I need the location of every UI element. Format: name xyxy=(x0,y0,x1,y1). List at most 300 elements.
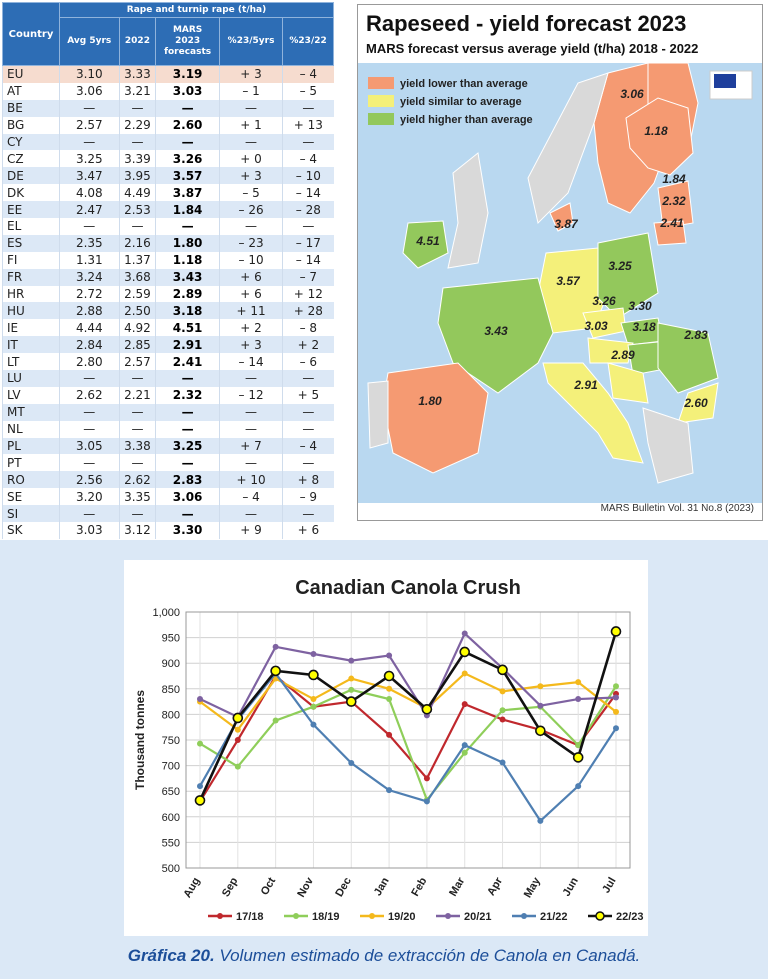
table-cell: 2.41 xyxy=(156,353,220,370)
map-value-label: 4.51 xyxy=(416,234,440,248)
data-point xyxy=(273,644,279,650)
table-row xyxy=(3,471,334,488)
table-row xyxy=(3,150,334,167)
table-cell: + 0 xyxy=(219,150,282,167)
table-cell: — xyxy=(219,370,282,387)
table-cell: 2.57 xyxy=(60,117,120,134)
table-cell: — xyxy=(156,370,220,387)
table-cell: – 8 xyxy=(283,319,334,336)
table-cell: 1.18 xyxy=(156,252,220,269)
table-cell: ES xyxy=(3,235,60,252)
data-point xyxy=(537,818,543,824)
table-cell: — xyxy=(283,404,334,421)
data-point xyxy=(613,725,619,731)
x-tick-label: Aug xyxy=(181,875,203,901)
legend-marker xyxy=(293,913,299,919)
map-value-label: 3.18 xyxy=(632,320,656,334)
table-cell: 2.53 xyxy=(119,201,156,218)
data-point xyxy=(235,764,241,770)
data-point xyxy=(537,683,543,689)
table-cell: BG xyxy=(3,117,60,134)
table-cell: — xyxy=(119,505,156,522)
table-cell: 2.21 xyxy=(119,387,156,404)
table-cell: + 6 xyxy=(283,522,334,539)
table-cell: 3.10 xyxy=(60,66,120,83)
data-point xyxy=(613,695,619,701)
data-point xyxy=(348,658,354,664)
y-tick-label: 650 xyxy=(161,786,180,799)
table-cell: LV xyxy=(3,387,60,404)
table-cell: + 7 xyxy=(219,438,282,455)
data-point xyxy=(498,665,507,674)
table-cell: – 5 xyxy=(283,83,334,100)
table-row xyxy=(3,201,334,218)
table-cell: BE xyxy=(3,100,60,117)
data-point xyxy=(537,703,543,709)
table-cell: — xyxy=(60,370,120,387)
table-cell: 2.29 xyxy=(119,117,156,134)
y-tick-label: 700 xyxy=(161,760,180,773)
map-value-label: 1.18 xyxy=(644,124,668,138)
data-point xyxy=(422,705,431,714)
table-cell: 3.21 xyxy=(119,83,156,100)
table-row xyxy=(3,252,334,269)
data-point xyxy=(612,627,621,636)
data-point xyxy=(386,686,392,692)
table-cell: — xyxy=(283,505,334,522)
col-avg: Avg 5yrs xyxy=(60,18,120,66)
table-cell: EL xyxy=(3,218,60,235)
table-cell: — xyxy=(219,100,282,117)
table-row xyxy=(3,269,334,286)
table-cell: 3.12 xyxy=(119,522,156,539)
legend-label: 19/20 xyxy=(388,911,416,923)
legend-label: 20/21 xyxy=(464,911,492,923)
y-tick-label: 500 xyxy=(161,863,180,875)
table-cell: 3.19 xyxy=(156,66,220,83)
table-cell: 2.83 xyxy=(156,471,220,488)
data-point xyxy=(613,683,619,689)
table-cell: — xyxy=(283,218,334,235)
x-tick-label: Jun xyxy=(560,875,581,899)
data-point xyxy=(462,750,468,756)
table-cell: 2.84 xyxy=(60,336,120,353)
map-value-label: 3.87 xyxy=(554,217,578,231)
table-cell: 3.18 xyxy=(156,302,220,319)
data-point xyxy=(310,696,316,702)
map-legend-swatch xyxy=(368,113,394,125)
data-point xyxy=(424,775,430,781)
table-cell: 3.06 xyxy=(156,488,220,505)
table-cell: + 3 xyxy=(219,336,282,353)
table-cell: PT xyxy=(3,454,60,471)
table-cell: — xyxy=(119,404,156,421)
table-cell: RO xyxy=(3,471,60,488)
legend-marker xyxy=(521,913,527,919)
table-cell: + 3 xyxy=(219,167,282,184)
map-legend-label: yield similar to average xyxy=(400,96,522,108)
europe-map xyxy=(358,63,762,503)
table-cell: – 7 xyxy=(283,269,334,286)
table-cell: SK xyxy=(3,522,60,539)
table-row xyxy=(3,286,334,303)
map-legend-swatch xyxy=(368,77,394,89)
col-2022: 2022 xyxy=(119,18,156,66)
table-cell: 2.80 xyxy=(60,353,120,370)
table-cell: — xyxy=(60,134,120,151)
table-cell: — xyxy=(156,100,220,117)
table-cell: — xyxy=(156,421,220,438)
y-axis-label: Thousand tonnes xyxy=(133,690,147,790)
table-cell: 2.88 xyxy=(60,302,120,319)
table-cell: 3.05 xyxy=(60,438,120,455)
table-cell: + 6 xyxy=(219,286,282,303)
map-title: Rapeseed - yield forecast 2023 xyxy=(366,11,687,36)
table-cell: 1.37 xyxy=(119,252,156,269)
table-cell: 2.72 xyxy=(60,286,120,303)
map-value-label: 1.80 xyxy=(418,394,442,408)
data-point xyxy=(462,701,468,707)
table-cell: 4.08 xyxy=(60,184,120,201)
x-tick-label: Apr xyxy=(485,875,506,898)
table-cell: — xyxy=(119,100,156,117)
data-point xyxy=(197,783,203,789)
table-row xyxy=(3,319,334,336)
table-cell: – 26 xyxy=(219,201,282,218)
data-point xyxy=(575,679,581,685)
table-row xyxy=(3,404,334,421)
canola-chart xyxy=(124,560,648,936)
table-row xyxy=(3,370,334,387)
data-point xyxy=(271,666,280,675)
series-line-22-23 xyxy=(200,631,616,800)
data-point xyxy=(462,742,468,748)
table-cell: 3.95 xyxy=(119,167,156,184)
data-point xyxy=(462,670,468,676)
col-mars xyxy=(156,18,220,66)
data-point xyxy=(348,687,354,693)
table-cell: 3.06 xyxy=(60,83,120,100)
map-value-label: 2.32 xyxy=(662,194,686,208)
data-point xyxy=(500,760,506,766)
table-row xyxy=(3,66,334,83)
table-row xyxy=(3,134,334,151)
data-point xyxy=(196,796,205,805)
table-cell: 2.62 xyxy=(119,471,156,488)
table-cell: 3.03 xyxy=(60,522,120,539)
table-cell: 2.57 xyxy=(119,353,156,370)
map-value-label: 2.89 xyxy=(611,348,635,362)
group-header: Rape and turnip rape (t/ha) xyxy=(60,3,334,18)
data-point xyxy=(500,688,506,694)
data-point xyxy=(235,727,241,733)
x-tick-label: Jan xyxy=(371,875,392,898)
x-tick-label: Dec xyxy=(333,875,354,899)
y-tick-label: 900 xyxy=(161,658,180,671)
table-cell: FR xyxy=(3,269,60,286)
map-footer: MARS Bulletin Vol. 31 No.8 (2023) xyxy=(600,503,754,514)
map-value-label: 3.06 xyxy=(620,87,644,101)
table-cell: 2.89 xyxy=(156,286,220,303)
data-point xyxy=(385,672,394,681)
data-point xyxy=(309,670,318,679)
map-value-label: 2.41 xyxy=(660,216,684,230)
table-cell: 2.62 xyxy=(60,387,120,404)
table-cell: 3.57 xyxy=(156,167,220,184)
x-tick-label: Jul xyxy=(600,875,619,896)
table-row xyxy=(3,117,334,134)
table-cell: + 13 xyxy=(283,117,334,134)
table-cell: 2.50 xyxy=(119,302,156,319)
table-cell: — xyxy=(60,454,120,471)
data-point xyxy=(386,787,392,793)
col-mars-2: 2023 xyxy=(175,36,201,46)
table-row xyxy=(3,336,334,353)
table-cell: 3.03 xyxy=(156,83,220,100)
map-value-label: 3.25 xyxy=(608,259,632,273)
table-cell: + 2 xyxy=(219,319,282,336)
data-point xyxy=(310,722,316,728)
table-cell: EE xyxy=(3,201,60,218)
y-tick-label: 850 xyxy=(161,683,180,696)
table-cell: DK xyxy=(3,184,60,201)
table-cell: 3.35 xyxy=(119,488,156,505)
table-cell: HR xyxy=(3,286,60,303)
table-cell: + 11 xyxy=(219,302,282,319)
table-cell: + 1 xyxy=(219,117,282,134)
table-cell: — xyxy=(156,134,220,151)
table-cell: 2.16 xyxy=(119,235,156,252)
data-point xyxy=(613,709,619,715)
table-cell: – 4 xyxy=(283,438,334,455)
table-cell: NL xyxy=(3,421,60,438)
table-row xyxy=(3,302,334,319)
table-row xyxy=(3,421,334,438)
table-cell: – 9 xyxy=(283,488,334,505)
table-cell: LU xyxy=(3,370,60,387)
map-value-label: 1.84 xyxy=(662,172,686,186)
table-cell: — xyxy=(219,134,282,151)
table-row xyxy=(3,353,334,370)
table-row xyxy=(3,218,334,235)
table-cell: — xyxy=(60,421,120,438)
data-point xyxy=(536,726,545,735)
table-cell: – 10 xyxy=(219,252,282,269)
table-cell: + 2 xyxy=(283,336,334,353)
table-cell: 3.68 xyxy=(119,269,156,286)
table-cell: + 8 xyxy=(283,471,334,488)
table-cell: 3.26 xyxy=(156,150,220,167)
legend-marker xyxy=(596,912,604,920)
table-cell: — xyxy=(60,505,120,522)
table-cell: — xyxy=(156,505,220,522)
col-pct5: %23/5yrs xyxy=(219,18,282,66)
y-tick-label: 800 xyxy=(161,709,180,722)
table-cell: 2.47 xyxy=(60,201,120,218)
data-point xyxy=(424,798,430,804)
table-row xyxy=(3,184,334,201)
table-row xyxy=(3,505,334,522)
table-cell: 3.25 xyxy=(60,150,120,167)
table-cell: – 12 xyxy=(219,387,282,404)
table-cell: 3.30 xyxy=(156,522,220,539)
table-cell: 2.56 xyxy=(60,471,120,488)
legend-label: 22/23 xyxy=(616,911,644,923)
legend-marker xyxy=(217,913,223,919)
data-point xyxy=(386,696,392,702)
canola-chart-svg xyxy=(124,560,648,936)
table-cell: + 28 xyxy=(283,302,334,319)
data-point xyxy=(197,696,203,702)
table-cell: MT xyxy=(3,404,60,421)
table-cell: 2.91 xyxy=(156,336,220,353)
table-cell: — xyxy=(283,370,334,387)
table-cell: 3.39 xyxy=(119,150,156,167)
legend-marker xyxy=(445,913,451,919)
data-point xyxy=(235,737,241,743)
data-point xyxy=(460,647,469,656)
map-legend-swatch xyxy=(368,95,394,107)
table-cell: – 10 xyxy=(283,167,334,184)
map-legend-label: yield higher than average xyxy=(400,114,533,126)
col-country: Country xyxy=(3,3,60,66)
data-point xyxy=(348,676,354,682)
table-cell: — xyxy=(219,404,282,421)
data-point xyxy=(575,696,581,702)
yield-table xyxy=(2,2,334,539)
data-point xyxy=(500,717,506,723)
table-cell: 3.25 xyxy=(156,438,220,455)
table-cell: — xyxy=(283,134,334,151)
legend-marker xyxy=(369,913,375,919)
table-cell: 1.84 xyxy=(156,201,220,218)
map-subtitle: MARS forecast versus average yield (t/ha) 2018 - 2022 xyxy=(366,41,699,56)
table-cell: EU xyxy=(3,66,60,83)
table-cell: — xyxy=(219,454,282,471)
map-region-portugal xyxy=(368,381,388,448)
table-cell: DE xyxy=(3,167,60,184)
map-value-label: 3.26 xyxy=(592,294,616,308)
table-cell: AT xyxy=(3,83,60,100)
legend-label: 18/19 xyxy=(312,911,340,923)
eu-flag-icon xyxy=(714,74,736,88)
y-tick-label: 750 xyxy=(161,735,180,747)
data-point xyxy=(347,697,356,706)
table-cell: LT xyxy=(3,353,60,370)
table-cell: – 23 xyxy=(219,235,282,252)
data-point xyxy=(197,741,203,747)
table-cell: — xyxy=(60,218,120,235)
table-cell: 3.33 xyxy=(119,66,156,83)
table-cell: + 3 xyxy=(219,66,282,83)
table-cell: – 14 xyxy=(219,353,282,370)
table-row xyxy=(3,522,334,539)
series-line-20-21 xyxy=(200,634,616,717)
table-cell: 2.32 xyxy=(156,387,220,404)
chart-title: Canadian Canola Crush xyxy=(295,577,521,599)
y-tick-label: 550 xyxy=(161,837,180,850)
table-cell: — xyxy=(283,100,334,117)
table-cell: – 14 xyxy=(283,184,334,201)
table-cell: HU xyxy=(3,302,60,319)
data-point xyxy=(386,732,392,738)
table-cell: — xyxy=(119,454,156,471)
map-value-label: 3.03 xyxy=(584,319,608,333)
table-cell: — xyxy=(60,100,120,117)
x-tick-label: Nov xyxy=(295,875,317,900)
table-cell: 3.47 xyxy=(60,167,120,184)
table-cell: 3.24 xyxy=(60,269,120,286)
caption-text: Volumen estimado de extracción de Canola en Canadá. xyxy=(214,946,641,965)
table-row xyxy=(3,100,334,117)
table-cell: 4.44 xyxy=(60,319,120,336)
table-cell: 4.92 xyxy=(119,319,156,336)
table-cell: — xyxy=(219,421,282,438)
table-cell: + 12 xyxy=(283,286,334,303)
table-row xyxy=(3,235,334,252)
table-cell: – 4 xyxy=(283,66,334,83)
table-cell: — xyxy=(60,404,120,421)
table-cell: 3.87 xyxy=(156,184,220,201)
table-cell: FI xyxy=(3,252,60,269)
legend-label: 21/22 xyxy=(540,911,568,923)
data-point xyxy=(575,783,581,789)
table-cell: 2.59 xyxy=(119,286,156,303)
data-point xyxy=(273,718,279,724)
table-cell: 4.49 xyxy=(119,184,156,201)
table-cell: + 5 xyxy=(283,387,334,404)
data-point xyxy=(310,704,316,710)
x-tick-label: Sep xyxy=(219,875,241,899)
data-point xyxy=(500,707,506,713)
map-legend-label: yield lower than average xyxy=(400,78,528,90)
table-cell: 1.31 xyxy=(60,252,120,269)
table-cell: — xyxy=(119,370,156,387)
data-point xyxy=(310,651,316,657)
table-cell: — xyxy=(219,505,282,522)
table-cell: 3.43 xyxy=(156,269,220,286)
map-value-label: 3.57 xyxy=(556,274,580,288)
table-cell: — xyxy=(156,404,220,421)
table-cell: — xyxy=(283,421,334,438)
table-cell: — xyxy=(119,421,156,438)
table-row xyxy=(3,454,334,471)
caption-bold: Gráfica 20. xyxy=(127,946,215,965)
map-panel xyxy=(357,4,763,521)
table-cell: – 5 xyxy=(219,184,282,201)
table-row xyxy=(3,167,334,184)
y-tick-label: 950 xyxy=(161,632,180,645)
table-cell: – 6 xyxy=(283,353,334,370)
table-cell: – 17 xyxy=(283,235,334,252)
table-cell: — xyxy=(219,218,282,235)
legend-label: 17/18 xyxy=(236,911,264,923)
data-point xyxy=(386,653,392,659)
table-cell: — xyxy=(283,454,334,471)
table-row xyxy=(3,438,334,455)
table-cell: IE xyxy=(3,319,60,336)
table-cell: — xyxy=(156,454,220,471)
map-value-label: 3.30 xyxy=(628,299,652,313)
table-cell: + 6 xyxy=(219,269,282,286)
table-cell: — xyxy=(119,218,156,235)
col-mars-1: MARS xyxy=(172,25,203,35)
table-cell: CY xyxy=(3,134,60,151)
map-value-label: 2.91 xyxy=(574,378,598,392)
x-tick-label: Oct xyxy=(258,875,279,898)
table-cell: 4.51 xyxy=(156,319,220,336)
col-pct22: %23/22 xyxy=(283,18,334,66)
